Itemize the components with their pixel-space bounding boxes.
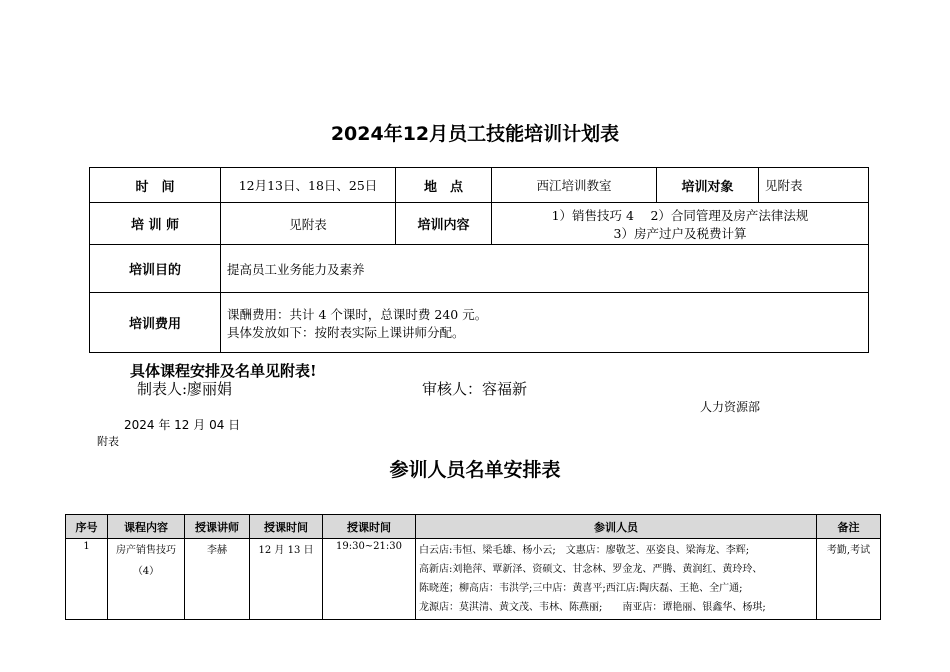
page-title: 2024年12月员工技能培训计划表 xyxy=(330,123,620,145)
place-value: 西江培训教室 xyxy=(492,168,657,203)
target-value: 见附表 xyxy=(759,168,869,203)
reviewer-name: 审核人：容福新 xyxy=(422,380,528,398)
row-remark: 考勤,考试 xyxy=(817,539,881,620)
training-plan-table xyxy=(89,167,869,353)
fee-line-2: 具体发放如下：按附表实际上课讲师分配。 xyxy=(227,324,465,340)
fee-line-1: 课酬费用：共计 4 个课时，总课时费 240 元。 xyxy=(227,306,488,322)
row-date: 12 月 13 日 xyxy=(250,539,323,620)
content-value xyxy=(492,203,869,245)
content-label: 培训内容 xyxy=(396,203,492,245)
place-label: 地 点 xyxy=(396,168,492,203)
row-course xyxy=(108,539,185,620)
header-date: 授课时间 xyxy=(250,515,323,539)
list-title: 参训人员名单安排表 xyxy=(389,459,561,481)
time-label: 时 间 xyxy=(90,168,221,203)
course-line-2: （4） xyxy=(132,566,160,577)
content-line-2: 3）房产过户及税费计算 xyxy=(613,225,747,241)
row-time: 19:30~21:30 xyxy=(323,539,416,620)
trainer-value: 见附表 xyxy=(221,203,396,245)
trainer-label: 培 训 师 xyxy=(90,203,221,245)
course-line-1: 房产销售技巧 xyxy=(116,545,176,556)
header-no: 序号 xyxy=(66,515,108,539)
content-line-1: 1）销售技巧 4 2）合同管理及房产法律法规 xyxy=(551,207,809,223)
header-time: 授课时间 xyxy=(323,515,416,539)
participants-line-1: 白云店:韦恒、梁毛雄、杨小云; 文惠店：廖敬芝、巫姿良、梁海龙、李辉; xyxy=(419,545,750,556)
participants-line-3: 陈晓莲；柳高店：韦洪学;三中店：黄喜平;西江店:陶庆磊、王艳、全广通; xyxy=(419,583,743,594)
header-participants: 参训人员 xyxy=(416,515,817,539)
attachment-label: 附表 xyxy=(97,435,119,448)
schedule-note: 具体课程安排及名单见附表! xyxy=(130,362,317,380)
participant-table xyxy=(65,514,881,620)
row-lecturer: 李赫 xyxy=(185,539,250,620)
participants-line-4: 龙源店：莫淇清、黄文茂、韦林、陈燕丽; 南亚店：谭艳丽、银鑫华、杨琪; xyxy=(419,602,766,613)
purpose-label: 培训目的 xyxy=(90,245,221,293)
row-participants xyxy=(416,539,817,620)
target-label: 培训对象 xyxy=(657,168,759,203)
fee-label: 培训费用 xyxy=(90,293,221,353)
header-course: 课程内容 xyxy=(108,515,185,539)
header-lecturer: 授课讲师 xyxy=(185,515,250,539)
participants-line-2: 高新店:刘艳萍、覃新泽、资硕文、甘念林、罗金龙、严腾、黄润红、黄玲玲、 xyxy=(419,564,763,575)
header-remark: 备注 xyxy=(817,515,881,539)
row-no: 1 xyxy=(66,539,108,620)
purpose-value: 提高员工业务能力及素养 xyxy=(221,245,869,293)
maker-name: 制表人:廖丽娟 xyxy=(137,380,233,398)
department: 人力资源部 xyxy=(700,400,761,414)
time-value: 12月13日、18日、25日 xyxy=(221,168,396,203)
table-row xyxy=(66,539,881,620)
fee-value xyxy=(221,293,869,353)
issue-date: 2024 年 12 月 04 日 xyxy=(124,418,241,432)
